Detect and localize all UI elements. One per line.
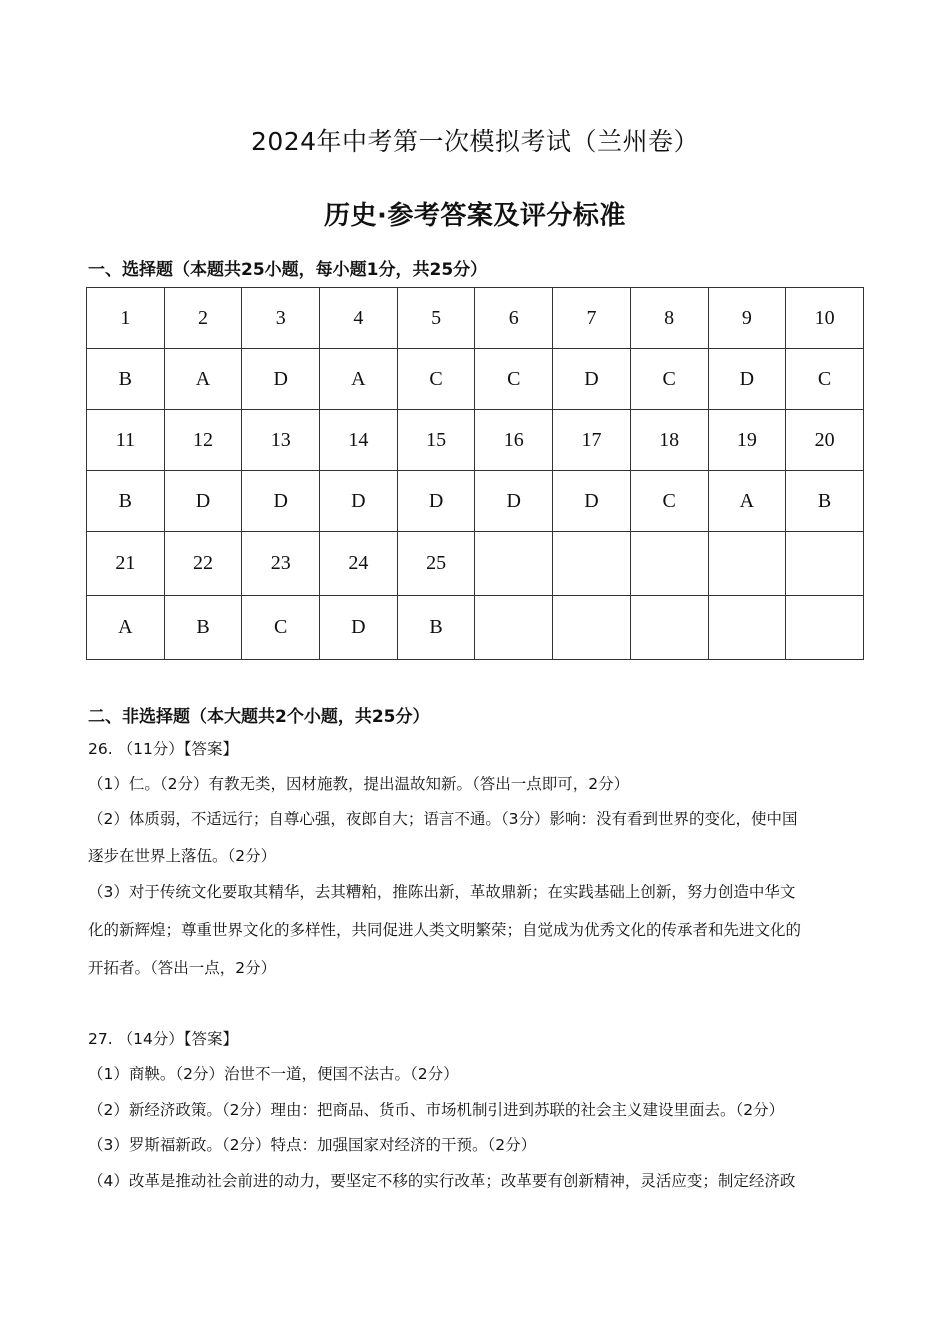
answer-cell: C <box>786 349 864 410</box>
answer-cell: A <box>320 349 398 410</box>
answer-row <box>87 596 864 660</box>
answer-cell: D <box>320 471 398 532</box>
question-number-cell: 9 <box>708 288 786 349</box>
question-number-cell: 17 <box>553 410 631 471</box>
answer-table <box>86 287 864 660</box>
question-number-cell: 12 <box>164 410 242 471</box>
question-number-cell: 7 <box>553 288 631 349</box>
answer-cell: C <box>475 349 553 410</box>
page-subtitle: 历史·参考答案及评分标准 <box>324 201 626 231</box>
question-number-cell <box>553 532 631 596</box>
answer-cell: D <box>475 471 553 532</box>
answer-cell: B <box>786 471 864 532</box>
answer-cell: C <box>630 349 708 410</box>
q27-heading: 27. （14分）【答案】 <box>88 1030 239 1048</box>
question-number-cell: 10 <box>786 288 864 349</box>
question-number-cell: 1 <box>87 288 165 349</box>
question-number-cell: 13 <box>242 410 320 471</box>
question-number-cell: 16 <box>475 410 553 471</box>
question-number-cell <box>708 532 786 596</box>
q27-part1: （1）商鞅。（2分）治世不一道，便国不法古。（2分） <box>88 1065 459 1083</box>
answer-cell: C <box>242 596 320 660</box>
question-number-cell: 25 <box>397 532 475 596</box>
q26-part2-line2: 逐步在世界上落伍。（2分） <box>88 847 277 865</box>
answer-row <box>87 349 864 410</box>
answer-cell: C <box>397 349 475 410</box>
answer-cell <box>708 596 786 660</box>
q27-part4: （4）改革是推动社会前进的动力，要坚定不移的实行改革；改革要有创新精神，灵活应变；制定经济政 <box>88 1172 796 1190</box>
q26-part3-line1: （3）对于传统文化要取其精华，去其糟粕，推陈出新，革故鼎新；在实践基础上创新，努力创造中华文 <box>88 883 796 901</box>
question-number-cell <box>630 532 708 596</box>
answer-cell: B <box>87 349 165 410</box>
question-number-row <box>87 410 864 471</box>
answer-cell: D <box>708 349 786 410</box>
question-number-row <box>87 532 864 596</box>
answer-cell: A <box>164 349 242 410</box>
answer-cell: D <box>320 596 398 660</box>
q26-part2-line1: （2）体质弱，不适远行；自尊心强，夜郎自大；语言不通。（3分）影响：没有看到世界的变化，使中国 <box>88 810 798 828</box>
answer-cell: D <box>164 471 242 532</box>
q26-heading: 26. （11分）【答案】 <box>88 740 239 758</box>
answer-cell: D <box>242 471 320 532</box>
answer-cell: D <box>553 349 631 410</box>
question-number-cell: 24 <box>320 532 398 596</box>
question-number-cell: 3 <box>242 288 320 349</box>
question-number-cell: 19 <box>708 410 786 471</box>
question-number-cell: 8 <box>630 288 708 349</box>
question-number-cell: 5 <box>397 288 475 349</box>
question-number-row <box>87 288 864 349</box>
answer-cell: A <box>708 471 786 532</box>
answer-cell: C <box>630 471 708 532</box>
answer-cell <box>786 596 864 660</box>
answer-row <box>87 471 864 532</box>
section-heading-choice: 一、选择题（本题共25小题，每小题1分，共25分） <box>88 260 488 280</box>
answer-cell: B <box>164 596 242 660</box>
question-number-cell: 18 <box>630 410 708 471</box>
question-number-cell: 2 <box>164 288 242 349</box>
question-number-cell: 14 <box>320 410 398 471</box>
answer-cell <box>630 596 708 660</box>
question-number-cell: 21 <box>87 532 165 596</box>
question-number-cell <box>786 532 864 596</box>
answer-cell: B <box>397 596 475 660</box>
answer-cell: B <box>87 471 165 532</box>
section-heading-nonchoice: 二、非选择题（本大题共2个小题，共25分） <box>88 707 430 727</box>
q26-part3-line2: 化的新辉煌；尊重世界文化的多样性，共同促进人类文明繁荣；自觉成为优秀文化的传承者和先进文化的 <box>88 921 802 939</box>
question-number-cell: 4 <box>320 288 398 349</box>
answer-cell: D <box>242 349 320 410</box>
q27-part3: （3）罗斯福新政。（2分）特点：加强国家对经济的干预。（2分） <box>88 1136 537 1154</box>
question-number-cell: 15 <box>397 410 475 471</box>
q27-part2: （2）新经济政策。（2分）理由：把商品、货币、市场机制引进到苏联的社会主义建设里面去。（2分） <box>88 1101 785 1119</box>
answer-cell: A <box>87 596 165 660</box>
q26-part1: （1）仁。（2分）有教无类，因材施教，提出温故知新。（答出一点即可，2分） <box>88 775 630 793</box>
question-number-cell: 20 <box>786 410 864 471</box>
q26-part3-line3: 开拓者。（答出一点，2分） <box>88 959 277 977</box>
answer-cell <box>475 596 553 660</box>
question-number-cell: 22 <box>164 532 242 596</box>
page-title: 2024年中考第一次模拟考试（兰州卷） <box>250 127 700 156</box>
question-number-cell: 6 <box>475 288 553 349</box>
answer-cell <box>553 596 631 660</box>
answer-cell: D <box>553 471 631 532</box>
question-number-cell: 11 <box>87 410 165 471</box>
answer-cell: D <box>397 471 475 532</box>
question-number-cell: 23 <box>242 532 320 596</box>
question-number-cell <box>475 532 553 596</box>
